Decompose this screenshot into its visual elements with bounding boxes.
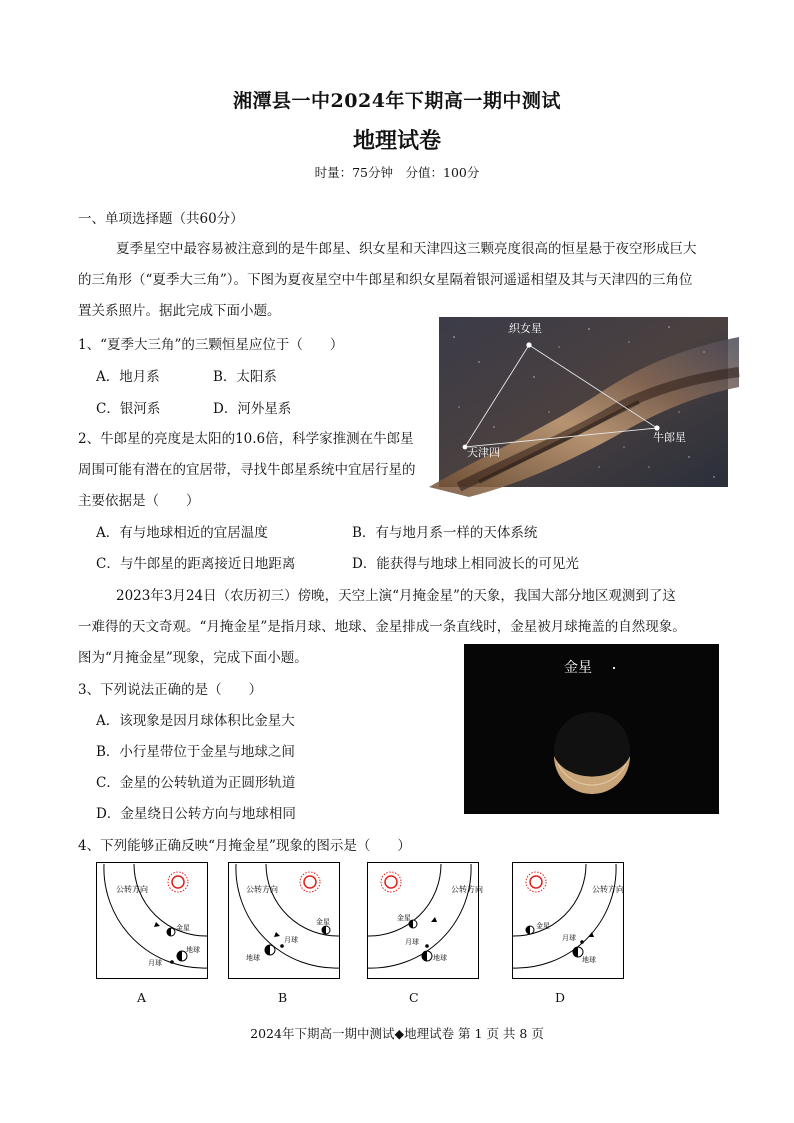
q3-option-b: B．小行星带位于金星与地球之间 <box>96 744 295 760</box>
intro-line-3: 置关系照片。据此完成下面小题。 <box>78 303 281 319</box>
intro-line-1: 夏季星空中最容易被注意到的是牛郎星、织女星和天津四这三颗亮度很高的恒星悬于夜空形成巨大 <box>116 241 697 257</box>
intro2-line-2: 一难得的天文奇观。“月掩金星”是指月球、地球、金星排成一条直线时，金星被月球掩盖的自然现象。 <box>78 619 686 635</box>
svg-text:月球: 月球 <box>405 938 419 946</box>
vega-star-icon <box>526 342 531 347</box>
section-heading: 一、单项选择题（共60分） <box>78 211 244 227</box>
q3-option-c: C．金星的公转轨道为正圆形轨道 <box>96 775 296 791</box>
q1-option-c: C．银河系 <box>96 401 161 417</box>
svg-text:公转方向: 公转方向 <box>246 885 278 894</box>
venus-dot-icon <box>613 667 615 669</box>
svg-text:地球: 地球 <box>186 946 200 954</box>
svg-text:金星: 金星 <box>316 918 330 926</box>
diagram-b <box>228 862 340 979</box>
svg-text:地球: 地球 <box>582 956 596 964</box>
label-vega: 织女星 <box>509 322 542 335</box>
q3-stem: 3、下列说法正确的是（ ） <box>78 682 263 698</box>
q2-stem-line-2: 周围可能有潜在的宜居带，寻找牛郎星系统中宜居行星的 <box>78 462 416 478</box>
svg-text:公转方向: 公转方向 <box>592 885 624 894</box>
q1-option-d: D．河外星系 <box>213 401 292 417</box>
q2-stem-line-3: 主要依据是（ ） <box>78 493 200 509</box>
moon-venus-photo <box>464 644 719 814</box>
q2-option-a: A．有与地球相近的宜居温度 <box>96 525 268 541</box>
diagram-c <box>367 862 483 979</box>
svg-text:金星: 金星 <box>176 924 190 932</box>
q4-stem: 4、下列能够正确反映“月掩金星”现象的图示是（ ） <box>78 838 411 854</box>
svg-text:地球: 地球 <box>246 954 260 962</box>
q2-stem-line-1: 2、牛郎星的亮度是太阳的10.6倍，科学家推测在牛郎星 <box>78 431 414 447</box>
svg-text:公转方向: 公转方向 <box>451 885 483 894</box>
subject-title: 地理试卷 <box>352 128 441 154</box>
intro2-line-1: 2023年3月24日（农历初三）傍晚，天空上演“月掩金星”的天象，我国大部分地区观测到了这 <box>116 588 676 604</box>
moon-venus-image <box>464 644 719 814</box>
caption-b: B <box>278 990 288 1005</box>
intro-line-2: 的三角形（“夏季大三角”）。下图为夏夜星空中牛郎星和织女星隔着银河遥遥相望及其与天津四的三角位 <box>78 272 693 288</box>
caption-a: A <box>137 990 147 1005</box>
svg-text:月球: 月球 <box>284 936 298 944</box>
label-altair: 牛郎星 <box>653 431 686 444</box>
page-footer: 2024年下期高一期中测试◆地理试卷 第 1 页 共 8 页 <box>250 1026 544 1041</box>
summer-triangle-photo <box>439 317 728 487</box>
svg-text:月球: 月球 <box>148 959 162 967</box>
label-venus: 金星 <box>564 660 592 676</box>
altair-star-icon <box>654 425 659 430</box>
svg-text:金星: 金星 <box>536 922 550 930</box>
diagram-a <box>96 862 208 979</box>
q2-option-c: C．与牛郎星的距离接近日地距离 <box>96 556 296 572</box>
svg-text:金星: 金星 <box>397 914 411 922</box>
q2-option-b: B．有与地月系一样的天体系统 <box>352 525 538 541</box>
milky-way-image <box>439 317 728 487</box>
exam-title: 湘潭县一中2024年下期高一期中测试 <box>233 90 561 112</box>
q2-option-d: D．能获得与地球上相同波长的可见光 <box>352 556 579 572</box>
revolution-label: 公转方向 <box>116 885 148 894</box>
q1-option-b: B．太阳系 <box>213 369 277 385</box>
exam-meta: 时量：75分钟 分值：100分 <box>314 165 480 180</box>
caption-c: C <box>409 990 419 1005</box>
q3-option-a: A．该现象是因月球体积比金星大 <box>96 713 295 729</box>
intro2-line-3: 图为“月掩金星”现象，完成下面小题。 <box>78 650 308 666</box>
svg-text:月球: 月球 <box>562 934 576 942</box>
svg-text:地球: 地球 <box>433 954 447 962</box>
q3-option-d: D．金星绕日公转方向与地球相同 <box>96 806 296 822</box>
q1-stem: 1、“夏季大三角”的三颗恒星应位于（ ） <box>78 337 344 353</box>
label-deneb: 天津四 <box>467 446 500 459</box>
q1-option-a: A．地月系 <box>96 369 160 385</box>
caption-d: D <box>555 990 566 1005</box>
diagram-d <box>512 862 624 979</box>
